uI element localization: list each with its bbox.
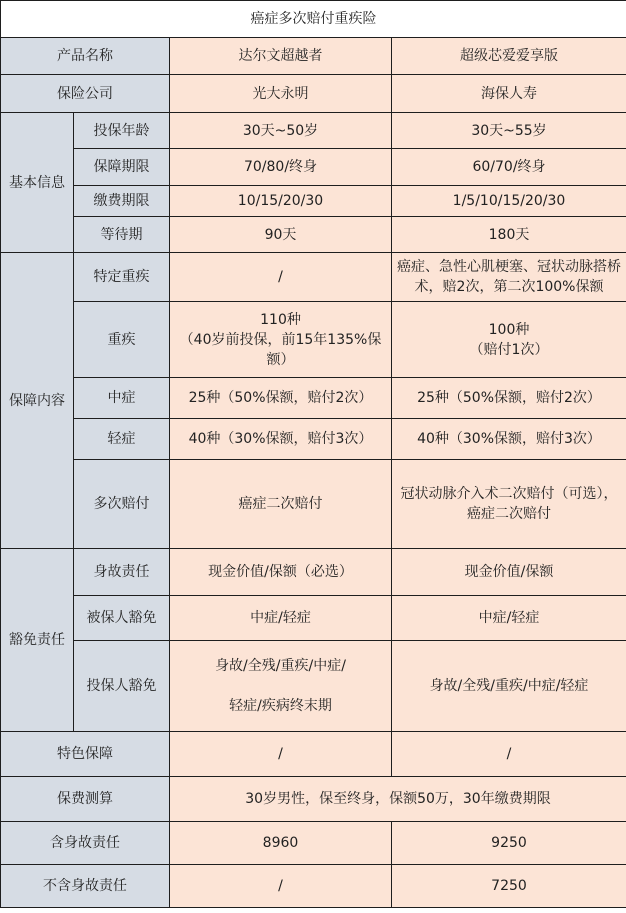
group-label-basic: 基本信息 (1, 113, 74, 253)
pay-a: 10/15/20/30 (170, 186, 392, 217)
table-row (1, 549, 626, 596)
major-b (392, 302, 626, 378)
row-label-pay: 缴费期限 (74, 186, 170, 217)
applicant-a-line1: 身故/全残/重疾/中症/ (215, 658, 346, 674)
table-row (1, 302, 626, 378)
mild-a: 40种（30%保额，赔付3次） (170, 419, 392, 460)
multi-b: 冠状动脉介入术二次赔付（可选），癌症二次赔付 (392, 460, 626, 549)
row-label-insured: 被保人豁免 (74, 596, 170, 641)
pay-b: 1/5/10/15/20/30 (392, 186, 626, 217)
row-label-without-death: 不含身故责任 (1, 865, 170, 908)
term-a: 70/80/终身 (170, 149, 392, 186)
without-death-a: / (170, 865, 392, 908)
table-row (1, 865, 626, 908)
group-label-coverage: 保障内容 (1, 253, 74, 549)
table-row (1, 38, 626, 75)
table-row (1, 378, 626, 419)
death-a: 现金价值/保额（必选） (170, 549, 392, 596)
product-b-name: 超级芯爱爱享版 (392, 38, 626, 75)
medium-b: 25种（50%保额，赔付2次） (392, 378, 626, 419)
death-b: 现金价值/保额 (392, 549, 626, 596)
row-label-mild: 轻症 (74, 419, 170, 460)
table-row (1, 253, 626, 302)
medium-a: 25种（50%保额，赔付2次） (170, 378, 392, 419)
row-label-premium: 保费测算 (1, 777, 170, 822)
applicant-b: 身故/全残/重疾/中症/轻症 (392, 641, 626, 732)
special-b: / (392, 732, 626, 777)
applicant-a-line2: 轻症/疾病终末期 (229, 698, 332, 714)
major-b-note: （赔付1次） (469, 341, 549, 358)
with-death-a: 8960 (170, 822, 392, 865)
mild-b: 40种（30%保额，赔付3次） (392, 419, 626, 460)
table-row (1, 113, 626, 149)
table-row (1, 217, 626, 253)
without-death-b: 7250 (392, 865, 626, 908)
table-row (1, 149, 626, 186)
row-label-applicant: 投保人豁免 (74, 641, 170, 732)
major-a (170, 302, 392, 378)
table-row (1, 596, 626, 641)
company-b: 海保人寿 (392, 75, 626, 113)
wait-b: 180天 (392, 217, 626, 253)
with-death-b: 9250 (392, 822, 626, 865)
major-a-note: （40岁前投保，前15年135%保额） (179, 331, 382, 368)
specific-a: / (170, 253, 392, 302)
title-row (1, 1, 626, 38)
row-label-product: 产品名称 (1, 38, 170, 75)
insured-a: 中症/轻症 (170, 596, 392, 641)
table-row (1, 822, 626, 865)
table-row (1, 777, 626, 822)
table-row (1, 641, 626, 732)
age-a: 30天~50岁 (170, 113, 392, 149)
table-row (1, 186, 626, 217)
row-label-company: 保险公司 (1, 75, 170, 113)
age-b: 30天~55岁 (392, 113, 626, 149)
row-label-with-death: 含身故责任 (1, 822, 170, 865)
major-a-count: 110种 (260, 311, 301, 328)
term-b: 60/70/终身 (392, 149, 626, 186)
wait-a: 90天 (170, 217, 392, 253)
row-label-major: 重疾 (74, 302, 170, 378)
group-label-waiver: 豁免责任 (1, 549, 74, 732)
row-label-multi: 多次赔付 (74, 460, 170, 549)
table-row (1, 732, 626, 777)
row-label-special: 特色保障 (1, 732, 170, 777)
row-label-specific: 特定重疾 (74, 253, 170, 302)
table-row (1, 460, 626, 549)
row-label-wait: 等待期 (74, 217, 170, 253)
premium-text: 30岁男性，保至终身，保额50万，30年缴费期限 (170, 777, 626, 822)
row-label-death: 身故责任 (74, 549, 170, 596)
applicant-a (170, 641, 392, 732)
product-a-name: 达尔文超越者 (170, 38, 392, 75)
row-label-term: 保障期限 (74, 149, 170, 186)
row-label-medium: 中症 (74, 378, 170, 419)
specific-b: 癌症、急性心肌梗塞、冠状动脉搭桥术，赔2次，第二次100%保额 (392, 253, 626, 302)
company-a: 光大永明 (170, 75, 392, 113)
special-a: / (170, 732, 392, 777)
multi-a: 癌症二次赔付 (170, 460, 392, 549)
major-b-count: 100种 (488, 321, 530, 338)
table-row (1, 419, 626, 460)
table-row (1, 75, 626, 113)
table-title: 癌症多次赔付重疾险 (1, 1, 626, 38)
row-label-age: 投保年龄 (74, 113, 170, 149)
insured-b: 中症/轻症 (392, 596, 626, 641)
